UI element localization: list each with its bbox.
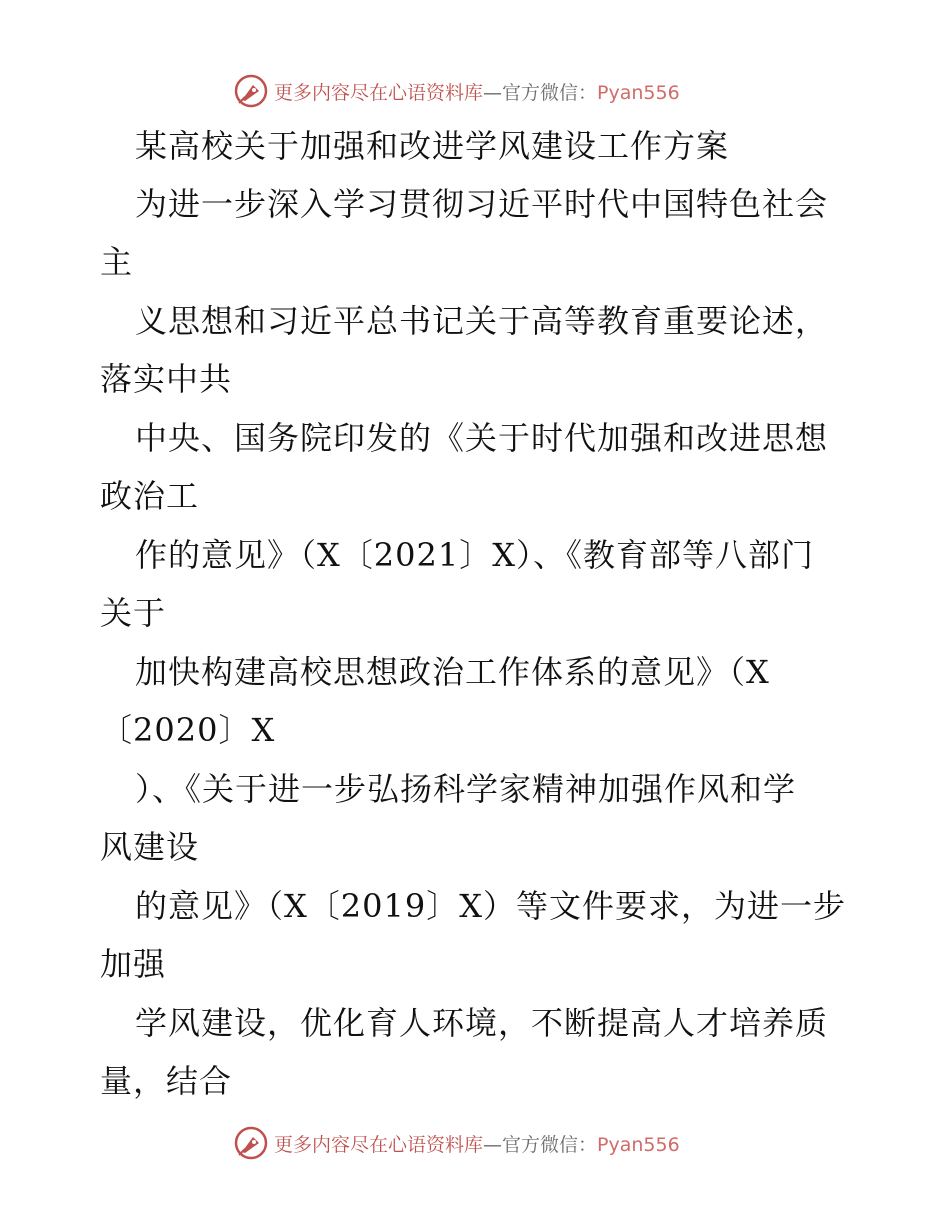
- paragraph-line: 学风建设，优化育人环境，不断提高人才培养质: [135, 1004, 829, 1042]
- paragraph-line: 中央、国务院印发的《关于时代加强和改进思想: [135, 419, 829, 457]
- paragraph-line: 风建设: [100, 828, 200, 866]
- banner-wechat-id: Pyan556: [597, 1134, 680, 1156]
- pen-nib-icon: [233, 1125, 269, 1161]
- paragraph-line: 〔2020〕X: [100, 711, 276, 749]
- paragraph-line: 加强: [100, 945, 167, 983]
- document-title: 某高校关于加强和改进学风建设工作方案: [135, 127, 730, 165]
- banner-wechat-id: Pyan556: [597, 82, 680, 104]
- paragraph-line: 义思想和习近平总书记关于高等教育重要论述，: [135, 302, 829, 340]
- paragraph-line: ）、《关于进一步弘扬科学家精神加强作风和学: [135, 770, 797, 808]
- banner-text: [274, 78, 680, 105]
- footer-banner: [0, 1122, 950, 1162]
- banner-text: [274, 1130, 680, 1157]
- paragraph-line: 的意见》（X〔2019〕X）等文件要求，为进一步: [135, 887, 847, 925]
- paragraph-line: 落实中共: [100, 360, 233, 398]
- header-banner: [0, 70, 950, 110]
- paragraph-line: 加快构建高校思想政治工作体系的意见》（X: [135, 653, 770, 691]
- banner-site-name: 更多内容尽在心语资料库: [274, 1134, 484, 1156]
- pen-nib-icon: [233, 73, 269, 109]
- paragraph-line: 为进一步深入学习贯彻习近平时代中国特色社会: [135, 185, 829, 223]
- banner-dash: —: [483, 1134, 503, 1156]
- banner-site-name: 更多内容尽在心语资料库: [274, 82, 484, 104]
- paragraph-line: 量，结合: [100, 1062, 233, 1100]
- paragraph-line: 作的意见》（X〔2021〕X）、《教育部等八部门: [135, 536, 815, 574]
- banner-wechat-label: 官方微信：: [502, 1134, 598, 1156]
- banner-dash: —: [483, 82, 503, 104]
- paragraph-line: 主: [100, 243, 134, 281]
- banner-wechat-label: 官方微信：: [502, 82, 598, 104]
- paragraph-line: 政治工: [100, 477, 200, 515]
- paragraph-line: 关于: [100, 594, 167, 632]
